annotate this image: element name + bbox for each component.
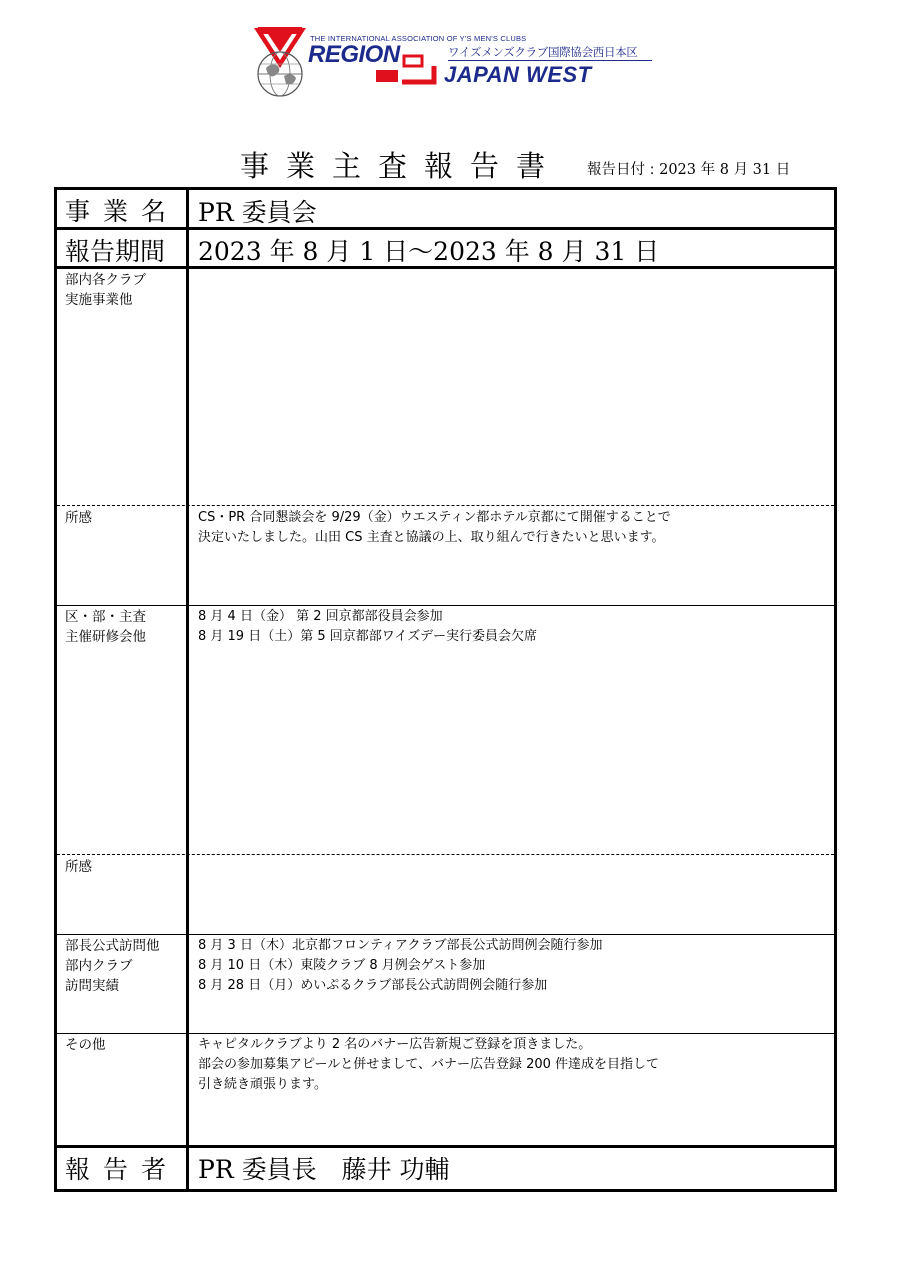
org-japanese-name: ワイズメンズクラブ国際協会西日本区 (448, 45, 638, 59)
row-divider (57, 266, 834, 269)
document-title: 事業主査報告書 (240, 149, 563, 183)
visits-label: 部長公式訪問他 部内クラブ 訪問実績 (65, 938, 160, 994)
seminars-line: 8 月 19 日（土）第 5 回京都部ワイズデー実行委員会欠席 (198, 629, 537, 644)
visits-line: 8 月 28 日（月）めいぷるクラブ部長公式訪問例会随行参加 (198, 978, 548, 993)
column-divider (186, 190, 189, 1189)
impressions-line: CS・PR 合同懇談会を 9/29（金）ウエスティン都ホテル京都にて開催することで (198, 510, 671, 525)
other-line: 部会の参加募集アピールと併せまして、バナー広告登録 200 件達成を目指して (198, 1057, 660, 1072)
project-name-value: PR 委員会 (198, 198, 317, 227)
impressions-content (198, 508, 671, 548)
period-label: 報告期間 (65, 237, 166, 266)
period-value: 2023 年 8 月 1 日～2023 年 8 月 31 日 (198, 237, 660, 266)
club-activities-label: 部内各クラブ 実施事業他 (65, 272, 146, 308)
seminars-content (198, 607, 537, 647)
org-logo (248, 24, 668, 100)
logo-divider (448, 60, 652, 61)
row-divider (57, 605, 834, 606)
report-form (54, 187, 837, 1192)
row-divider (57, 934, 834, 935)
org-tagline: THE INTERNATIONAL ASSOCIATION OF Y'S MEN'S CLUBS (310, 34, 527, 43)
dashed-divider (57, 854, 834, 855)
region-wordmark: REGION (308, 41, 400, 68)
row-divider (57, 227, 834, 230)
region-red-mark-icon (364, 52, 444, 88)
impressions-label: 所感 (65, 510, 92, 526)
visits-line: 8 月 3 日（木）北京都フロンティアクラブ部長公式訪問例会随行参加 (198, 938, 603, 953)
report-date (587, 158, 790, 179)
visits-line: 8 月 10 日（木）東陵クラブ 8 月例会ゲスト参加 (198, 958, 486, 973)
reporter-label: 報告者 (65, 1155, 180, 1184)
row-divider (57, 1033, 834, 1034)
other-line: キャピタルクラブより 2 名のバナー広告新規ご登録を頂きました。 (198, 1037, 592, 1052)
impressions-line: 決定いたしました。山田 CS 主査と協議の上、取り組んで行きたいと思います。 (198, 530, 665, 545)
report-date-label: 報告日付 : (587, 162, 660, 178)
other-line: 引き続き頑張ります。 (198, 1077, 327, 1092)
project-name-label: 事業名 (65, 197, 180, 226)
seminars-line: 8 月 4 日（金） 第 2 回京都部役員会参加 (198, 609, 443, 624)
other-label: その他 (65, 1037, 106, 1053)
region-name: JAPAN WEST (444, 62, 592, 87)
ys-globe-emblem-icon (248, 24, 312, 100)
visits-content (198, 936, 603, 996)
row-divider (57, 1145, 834, 1148)
dashed-divider (57, 505, 834, 506)
reporter-value: PR 委員長 藤井 功輔 (198, 1155, 450, 1184)
other-content (198, 1035, 659, 1095)
seminars-label: 区・部・主査 主催研修会他 (65, 609, 146, 645)
report-date-value: 2023 年 8 月 31 日 (659, 162, 791, 178)
impressions-2-label: 所感 (65, 859, 92, 875)
